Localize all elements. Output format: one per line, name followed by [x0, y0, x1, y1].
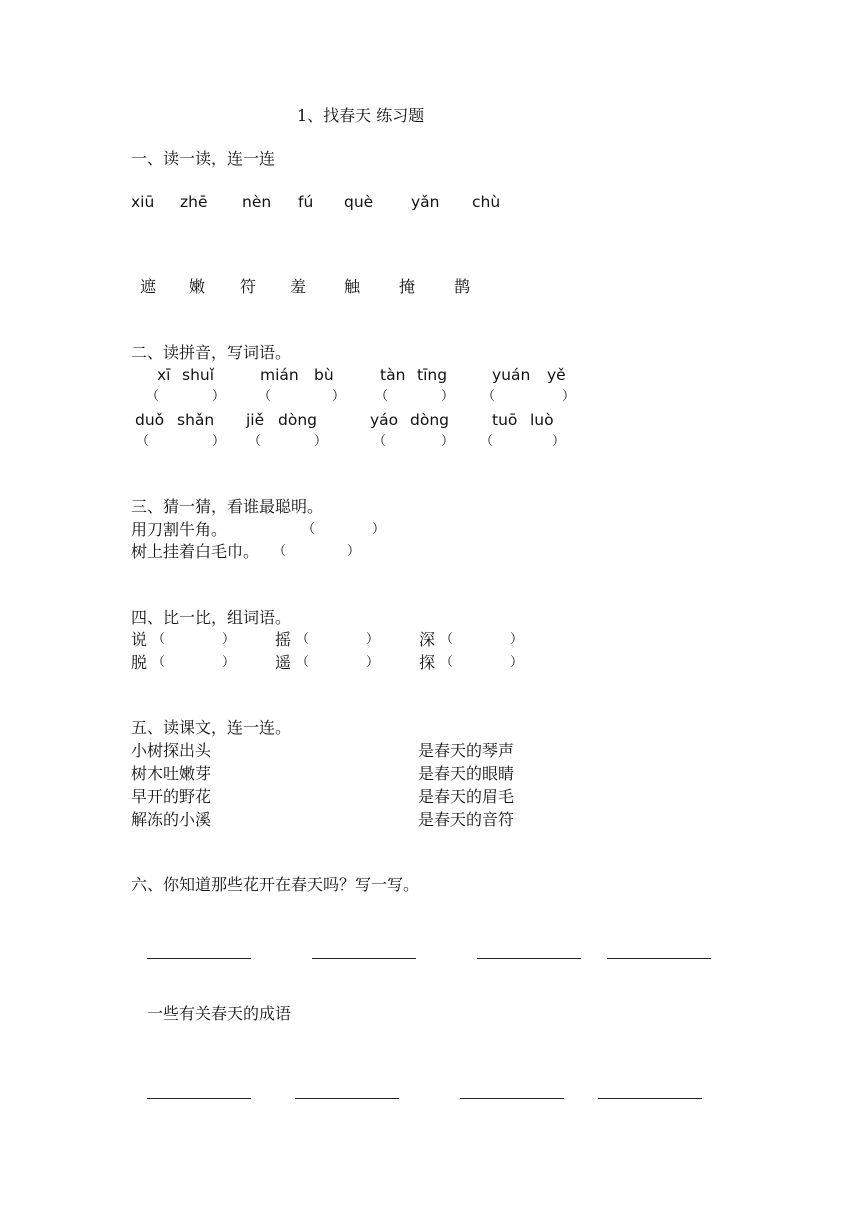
answer-line[interactable]	[147, 958, 251, 959]
answer-blank-open: （	[480, 434, 494, 449]
answer-blank-close[interactable]: ）	[441, 389, 455, 404]
match-right-item[interactable]: 是春天的眉毛	[418, 787, 515, 806]
char-item: 遮	[140, 277, 157, 296]
idioms-heading: 一些有关春天的成语	[147, 1004, 292, 1023]
section5-heading: 五、读课文，连一连。	[131, 718, 292, 737]
pinyin-syllable: tīng	[417, 366, 448, 384]
answer-blank-open: （	[302, 522, 316, 537]
pinyin-syllable: tàn	[380, 366, 406, 384]
match-left-item[interactable]: 早开的野花	[131, 787, 212, 806]
answer-blank-close[interactable]: ）	[347, 544, 361, 559]
answer-blank-close[interactable]: ）	[562, 389, 576, 404]
answer-blank-open: （	[482, 389, 496, 404]
match-left-item[interactable]: 解冻的小溪	[131, 810, 212, 829]
char-item: 触	[344, 277, 361, 296]
answer-blank-close[interactable]: ）	[366, 632, 380, 647]
answer-line[interactable]	[607, 958, 711, 959]
answer-blank-open: （	[440, 655, 454, 670]
pinyin-syllable: yuán	[492, 366, 531, 384]
section3-heading: 三、猜一猜，看谁最聪明。	[131, 497, 324, 516]
match-left-item[interactable]: 小树探出头	[131, 741, 212, 760]
compare-char: 脱	[131, 653, 148, 672]
pinyin-item: chù	[472, 193, 501, 211]
match-right-item[interactable]: 是春天的眼睛	[418, 764, 515, 783]
answer-blank-open: （	[373, 434, 387, 449]
char-item: 符	[240, 277, 257, 296]
section2-heading: 二、读拼音，写词语。	[131, 343, 292, 362]
pinyin-syllable: mián	[260, 366, 299, 384]
pinyin-syllable: yě	[547, 366, 566, 384]
match-right-item[interactable]: 是春天的音符	[418, 810, 515, 829]
section1-heading: 一、读一读，连一连	[131, 149, 276, 168]
answer-blank-close[interactable]: ）	[372, 522, 386, 537]
match-right-item[interactable]: 是春天的琴声	[418, 741, 515, 760]
answer-blank-open: （	[273, 544, 287, 559]
pinyin-syllable: yáo	[370, 411, 399, 429]
pinyin-syllable: luò	[530, 411, 554, 429]
char-item: 鹊	[454, 277, 471, 296]
pinyin-syllable: jiě	[246, 411, 265, 429]
answer-blank-close[interactable]: ）	[441, 434, 455, 449]
answer-blank-open: （	[296, 655, 310, 670]
answer-blank-close[interactable]: ）	[314, 434, 328, 449]
answer-blank-close[interactable]: ）	[552, 434, 566, 449]
pinyin-syllable: shuǐ	[182, 366, 215, 384]
pinyin-syllable: dòng	[278, 411, 317, 429]
page-title: 1、找春天 练习题	[297, 106, 425, 125]
answer-blank-open: （	[152, 655, 166, 670]
answer-blank-close[interactable]: ）	[332, 389, 346, 404]
answer-blank-open: （	[248, 434, 262, 449]
answer-blank-open: （	[296, 632, 310, 647]
answer-blank-close[interactable]: ）	[212, 434, 226, 449]
compare-char: 深	[419, 630, 436, 649]
compare-char: 探	[419, 653, 436, 672]
riddle-text: 树上挂着白毛巾。	[131, 542, 260, 561]
pinyin-item: nèn	[242, 193, 272, 211]
answer-blank-close[interactable]: ）	[510, 655, 524, 670]
pinyin-item: xiū	[131, 193, 155, 211]
section4-heading: 四、比一比，组词语。	[131, 608, 292, 627]
answer-line[interactable]	[312, 958, 416, 959]
answer-blank-close[interactable]: ）	[222, 655, 236, 670]
riddle-text: 用刀割牛角。	[131, 520, 228, 539]
answer-line[interactable]	[477, 958, 581, 959]
answer-blank-open: （	[152, 632, 166, 647]
compare-char: 遥	[275, 653, 292, 672]
compare-char: 摇	[275, 630, 292, 649]
answer-blank-open: （	[258, 389, 272, 404]
match-left-item[interactable]: 树木吐嫩芽	[131, 764, 212, 783]
pinyin-item: zhē	[180, 193, 208, 211]
answer-blank-close[interactable]: ）	[212, 389, 226, 404]
compare-char: 说	[131, 630, 148, 649]
pinyin-item: fú	[298, 193, 314, 211]
pinyin-syllable: duǒ	[135, 411, 165, 429]
section6-heading: 六、你知道那些花开在春天吗？写一写。	[131, 875, 420, 894]
answer-line[interactable]	[295, 1098, 399, 1099]
char-item: 掩	[399, 277, 416, 296]
answer-line[interactable]	[460, 1098, 564, 1099]
answer-blank-close[interactable]: ）	[510, 632, 524, 647]
char-item: 羞	[290, 277, 307, 296]
pinyin-item: yǎn	[411, 193, 440, 211]
pinyin-syllable: bù	[314, 366, 334, 384]
answer-blank-close[interactable]: ）	[366, 655, 380, 670]
answer-blank-open: （	[375, 389, 389, 404]
answer-line[interactable]	[147, 1098, 251, 1099]
answer-line[interactable]	[598, 1098, 702, 1099]
pinyin-syllable: xī	[157, 366, 171, 384]
pinyin-syllable: dòng	[410, 411, 449, 429]
answer-blank-open: （	[440, 632, 454, 647]
answer-blank-close[interactable]: ）	[222, 632, 236, 647]
char-item: 嫩	[189, 277, 206, 296]
pinyin-item: què	[344, 193, 374, 211]
pinyin-syllable: shǎn	[177, 411, 215, 429]
pinyin-syllable: tuō	[492, 411, 518, 429]
answer-blank-open: （	[136, 434, 150, 449]
answer-blank-open: （	[146, 389, 160, 404]
